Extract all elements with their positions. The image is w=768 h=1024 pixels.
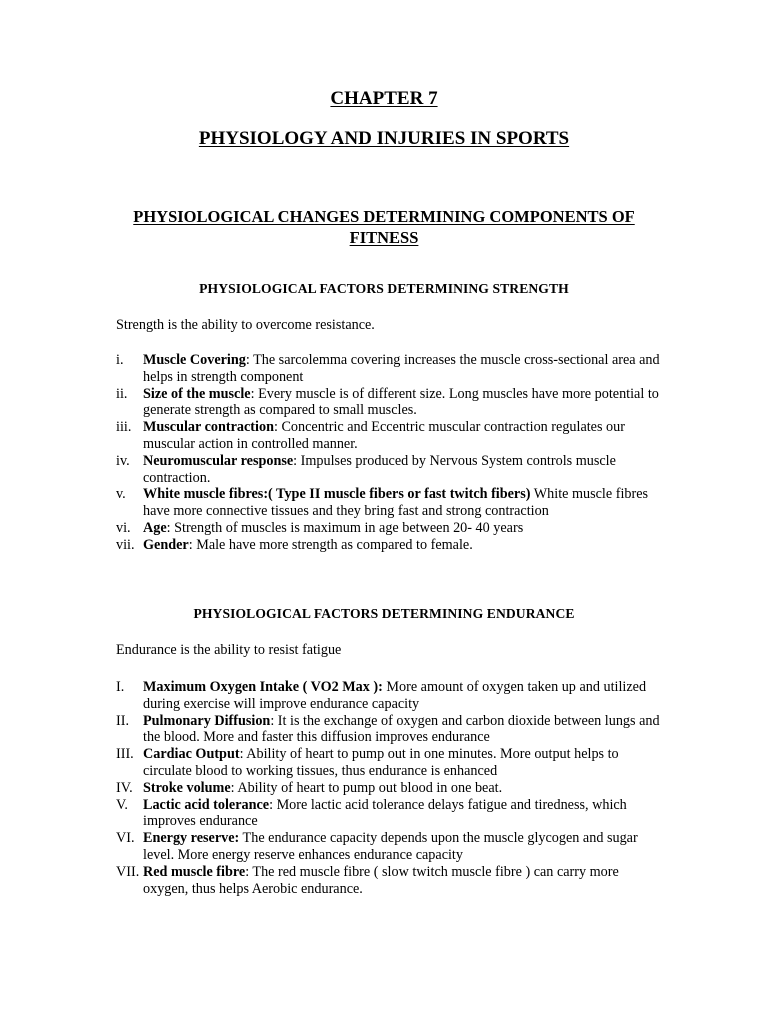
list-item-text: : It is the exchange of oxygen and carbon dioxide between lungs and the blood. More and faster this diffusion improves endurance (143, 712, 660, 746)
list-item-term: Cardiac Output (143, 746, 240, 763)
list-item (116, 386, 661, 420)
list-item-number: VI. (116, 830, 135, 847)
list-item-text: : Ability of heart to pump out in one minutes. More output helps to circulate blood to working tissues, thus endurance is enhanced (143, 746, 619, 779)
list-item-term: Energy reserve: (143, 830, 240, 847)
list-item-number: vi. (116, 519, 131, 536)
list-item-term: Size of the muscle (143, 385, 251, 402)
list-item-number: ii. (116, 385, 128, 402)
list-item (116, 537, 661, 554)
list-item (116, 746, 661, 780)
list-item-number: IV. (116, 779, 133, 796)
list-item (116, 453, 661, 487)
strength-intro: Strength is the ability to overcome resistance. (116, 317, 375, 333)
endurance-intro: Endurance is the ability to resist fatigue (116, 642, 342, 658)
list-item-number: I. (116, 679, 125, 695)
list-item-number: v. (116, 486, 126, 503)
list-item-term: Neuromuscular response (143, 452, 294, 469)
list-item-number: vii. (116, 536, 135, 553)
list-item-number: iii. (116, 419, 132, 436)
list-item-text: : The sarcolemma covering increases the muscle cross-sectional area and helps in strength component (143, 352, 660, 385)
endurance-factor-list (116, 679, 661, 897)
list-item-term: Gender (143, 536, 189, 553)
list-item-number: iv. (116, 452, 130, 469)
list-item (116, 486, 661, 520)
chapter-title: PHYSIOLOGY AND INJURIES IN SPORTS (198, 128, 570, 149)
list-item-text: The endurance capacity depends upon the muscle glycogen and sugar level. More energy reserve enhances endurance capacity (143, 830, 638, 863)
list-item-number: V. (116, 796, 128, 813)
list-item-term: Age (143, 519, 167, 536)
list-item (116, 520, 661, 537)
list-item-number: II. (116, 712, 129, 729)
list-item-text: : More lactic acid tolerance delays fatigue and tiredness, which improves endurance (143, 796, 627, 830)
list-item-text: : Concentric and Eccentric muscular contraction regulates our muscular action in controlled manner. (143, 419, 625, 452)
list-item-term: Maximum Oxygen Intake ( VO2 Max ): (143, 679, 383, 695)
list-item-term: Pulmonary Diffusion (143, 712, 271, 729)
list-item (116, 864, 661, 898)
list-item (116, 352, 661, 386)
list-item-term: Muscle Covering (143, 352, 246, 368)
list-item-text: More amount of oxygen taken up and utilized during exercise will improve endurance capacity (143, 679, 647, 712)
list-item-text: : Impulses produced by Nervous System controls muscle contraction. (143, 452, 616, 486)
chapter-heading: CHAPTER 7 (330, 88, 438, 109)
strength-factor-list (116, 352, 661, 554)
section-heading: PHYSIOLOGICAL CHANGES DETERMINING COMPONENTS OF FITNESS (133, 207, 635, 247)
list-item-number: i. (116, 352, 124, 368)
list-item-text: : The red muscle fibre ( slow twitch muscle fibre ) can carry more oxygen, thus helps Aerobic endurance. (143, 863, 619, 897)
list-item-text: : Male have more strength as compared to female. (188, 536, 473, 553)
list-item (116, 679, 661, 713)
list-item (116, 830, 661, 864)
list-item-term: Lactic acid tolerance (143, 796, 270, 813)
list-item-term: Stroke volume (143, 779, 231, 796)
list-item (116, 419, 661, 453)
list-item (116, 780, 661, 797)
list-item-number: III. (116, 746, 134, 763)
strength-heading: PHYSIOLOGICAL FACTORS DETERMINING STRENGTH (199, 281, 569, 296)
list-item-term: Muscular contraction (143, 419, 274, 436)
list-item-text: : Strength of muscles is maximum in age between 20- 40 years (166, 519, 524, 536)
list-item-term: Red muscle fibre (143, 863, 246, 880)
list-item-term: White muscle fibres:( Type II muscle fibers or fast twitch fibers) (143, 486, 531, 503)
endurance-heading: PHYSIOLOGICAL FACTORS DETERMINING ENDURANCE (193, 606, 575, 621)
list-item-number: VII. (116, 863, 140, 880)
list-item (116, 713, 661, 747)
list-item-text: : Every muscle is of different size. Long muscles have more potential to generate strength as compared to small muscles. (143, 385, 659, 419)
list-item (116, 797, 661, 831)
list-item-text: : Ability of heart to pump out blood in one beat. (230, 779, 503, 796)
list-item-text: White muscle fibres have more connective tissues and they bring fast and strong contraction (143, 486, 649, 520)
